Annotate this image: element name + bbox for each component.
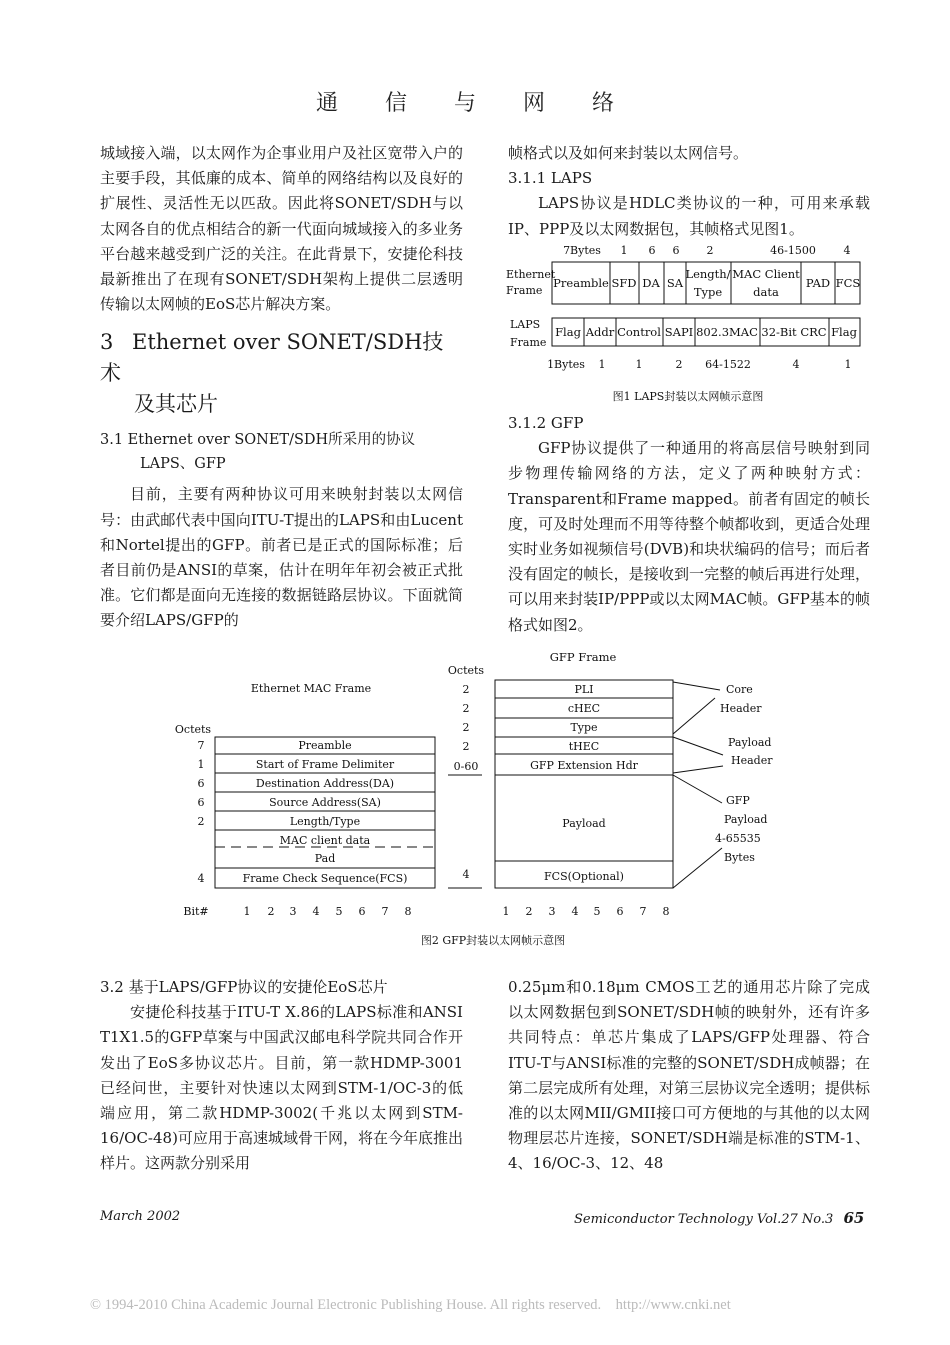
fig1-eth-field: Preamble [553, 276, 609, 290]
fig1-laps-field: Flag [555, 325, 581, 339]
fig1-top-label: 46-1500 [770, 244, 816, 257]
left-paragraph-2: 目前，主要有两种协议可用来映射封装以太网信号：由武邮代表中国向ITU-T提出的LAPS和由Lucent和Nortel提出的GFP。前者已是正式的国际标准；后者目前仍是ANSI的草案，估计在明年年初会被正式批准。它们都是面向无连接的数据链路层协议。下面就简要介绍LAPS/GFP的 [100, 485, 463, 630]
fig2-eth-octet: 1 [197, 758, 205, 771]
section-3-1-1-heading: 3.1.1 LAPS [508, 169, 593, 188]
fig2-eth-octet: 6 [197, 796, 205, 809]
fig1-top-label: 2 [706, 244, 714, 257]
fig2-gfp-payload-line3: 4-65535 [715, 832, 761, 845]
fig1-top-label: 1 [620, 244, 628, 257]
fig1-eth-field: MAC Client [732, 267, 800, 281]
fig1-bottom-label: 64-1522 [705, 358, 751, 371]
left-column-bottom [100, 975, 463, 1177]
section-3-1-title-line1: 3.1 Ethernet over SONET/SDH所采用的协议 [100, 432, 416, 449]
fig1-eth-field: FCS [835, 276, 861, 290]
figure-1-laps-frame [502, 240, 874, 405]
fig2-gfp-field: PLI [574, 683, 594, 696]
fig2-core-header-line1: Core [726, 683, 753, 696]
fig1-eth-field: Length/ [685, 267, 731, 281]
figure-2-gfp-frame [150, 648, 790, 953]
fig2-octets-right-label: Octets [447, 664, 485, 677]
section-3-number: 3 [100, 330, 114, 355]
bottom-right-paragraph: 0.25μm和0.18μm CMOS工艺的通用芯片除了完成以太网数据包到SONET/SDH帧的映射外，还有许多共同特点：单芯片集成了LAPS/GFP处理器、符合ITU-T与ANSI标准的完整的SONET/SDH成帧器；在第二层完成所有处理，对第三层协议完全透明；提供标准的以太网MII/GMII接口可方便地的与其他的以太网物理层芯片连接，SONET/SDH端是标准的STM-1、4、16/OC-3、12、48 [508, 978, 870, 1173]
fig2-eth-field: Preamble [298, 739, 352, 752]
fig2-eth-field: Frame Check Sequence(FCS) [242, 872, 408, 885]
fig2-gfp-payload-line4: Bytes [724, 851, 755, 864]
fig1-eth-field: SA [666, 276, 684, 290]
footer-journal: Semiconductor Technology Vol.27 No.3 [574, 1212, 834, 1227]
fig2-bit-left: 3 [289, 905, 297, 918]
fig1-bottom-label: 1 [635, 358, 643, 371]
fig1-eth-field: DA [642, 276, 660, 290]
fig2-eth-octet: 4 [197, 872, 205, 885]
page-header: 通 信 与 网 络 [316, 91, 634, 116]
fig1-laps-field: Flag [831, 325, 857, 339]
fig1-bottom-label: 1 [844, 358, 852, 371]
fig1-top-label: 4 [843, 244, 851, 257]
fig2-gfp-octet: 2 [462, 740, 470, 753]
fig1-laps-field: 32-Bit CRC [761, 325, 827, 339]
fig1-eth-field: SFD [611, 276, 637, 290]
fig2-core-header-line2: Header [720, 702, 762, 715]
fig2-gfp-payload-line2: Payload [724, 813, 768, 826]
fig2-gfp-field: cHEC [567, 702, 601, 715]
fig1-laps-field: Control [617, 325, 661, 339]
fig2-gfp-title: GFP Frame [549, 650, 617, 664]
fig2-bit-right: 6 [616, 905, 624, 918]
section-3-1-title-line2: LAPS、GFP [140, 456, 226, 473]
fig2-gfp-octet: 2 [462, 683, 470, 696]
bottom-left-paragraph: 安捷伦科技基于ITU-T X.86的LAPS标准和ANSI T1X1.5的GFP草案与中国武汉邮电科学院共同合作开发出了EoS多协议芯片。目前，第一款HDMP-3001已经问世，主要针对快速以太网到STM-1/OC-3的低端应用，第二款HDMP-3002(千兆以太网到STM-16/OC-48)可应用于高速城域骨干网，将在今年底推出样片。这两款分别采用 [100, 1003, 463, 1173]
fig2-eth-field: Destination Address(DA) [255, 777, 395, 790]
fig2-bit-right: 2 [525, 905, 533, 918]
fig2-payload-header-line2: Header [731, 754, 773, 767]
right-paragraph-1: 帧格式以及如何来封装以太网信号。 [508, 144, 749, 162]
fig2-bit-left: 1 [243, 905, 251, 918]
section-3-title-line1: Ethernet over SONET/SDH技术 [100, 330, 444, 386]
left-paragraph-1: 城域接入端，以太网作为企事业用户及社区宽带入户的主要手段，其低廉的成本、简单的网络结构以及良好的扩展性、灵活性无以匹敌。因此将SONET/SDH与以太网各自的优点相结合的新一代面向城域接入的多业务平台越来越受到广泛的关注。在此背景下，安捷伦科技最新推出了在现有SONET/SDH架构上提供二层透明传输以太网帧的EoS芯片解决方案。 [100, 144, 463, 314]
fig1-laps-field: SAPI [664, 325, 694, 339]
fig2-eth-field: MAC client data [279, 834, 371, 847]
fig2-bit-left: 5 [335, 905, 343, 918]
fig2-eth-octet: 2 [197, 815, 205, 828]
fig1-ethernet-label-line1: Ethernet [506, 268, 556, 281]
fig2-eth-octet: 7 [197, 739, 205, 752]
fig1-top-label: 6 [648, 244, 656, 257]
fig2-bit-right: 3 [548, 905, 556, 918]
fig1-top-label: 6 [672, 244, 680, 257]
fig2-eth-field: Source Address(SA) [269, 796, 381, 809]
fig1-bottom-label: 2 [675, 358, 683, 371]
fig2-gfp-octet: 2 [462, 702, 470, 715]
fig1-laps-field: Addr [585, 325, 615, 339]
footer-page-number: 65 [843, 1209, 865, 1227]
fig2-gfp-octet: 0-60 [453, 760, 479, 773]
right-paragraph-3: GFP协议提供了一种通用的将高层信号映射到同步物理传输网络的方法，定义了两种映射方式：Transparent和Frame mapped。前者有固定的帧长度，可及时处理而不用等待整个帧都收到，更适合处理实时业务如视频信号(DVB)和块状编码的信号；而后者没有固定的帧长，是接收到一完整的帧后再进行处理，可以用来封装IP/PPP或以太网MAC帧。GFP基本的帧格式如图2。 [508, 439, 870, 634]
fig2-bit-right: 4 [571, 905, 579, 918]
figure-2-caption: 图2 GFP封装以太网帧示意图 [420, 934, 566, 947]
fig2-bit-label: Bit# [183, 905, 209, 918]
right-column-bottom [508, 975, 870, 1177]
fig2-bit-right: 8 [662, 905, 670, 918]
fig2-eth-field: Start of Frame Delimiter [255, 758, 395, 771]
fig2-gfp-field: Payload [562, 817, 606, 830]
fig1-bottom-label: 1 [598, 358, 606, 371]
right-paragraph-2: LAPS协议是HDLC类协议的一种，可用来承载IP、PPP及以太网数据包，其帧格式见图1。 [508, 194, 870, 238]
fig2-bit-right: 5 [593, 905, 601, 918]
footer-journal-info [574, 1209, 874, 1227]
fig2-bit-left: 7 [381, 905, 389, 918]
right-column-middle [508, 411, 870, 638]
fig2-gfp-octet: 2 [462, 721, 470, 734]
fig2-eth-field: Pad [314, 852, 336, 865]
fig2-gfp-payload-line1: GFP [726, 794, 750, 807]
fig2-bit-right: 7 [639, 905, 647, 918]
figure-1-caption: 图1 LAPS封装以太网帧示意图 [612, 390, 764, 403]
fig1-bottom-label: 4 [792, 358, 800, 371]
fig1-eth-field: data [753, 285, 779, 299]
fig2-gfp-field: Type [570, 721, 598, 734]
footer-date: March 2002 [100, 1209, 181, 1224]
fig2-gfp-field: tHEC [568, 740, 600, 753]
fig1-bottom-label: 1Bytes [547, 358, 585, 371]
fig2-gfp-field: FCS(Optional) [544, 870, 624, 883]
fig2-bit-right: 1 [502, 905, 510, 918]
section-3-2-heading: 3.2 基于LAPS/GFP协议的安捷伦EoS芯片 [100, 978, 388, 996]
fig2-octets-left-label: Octets [174, 723, 212, 736]
fig2-gfp-field: GFP Extension Hdr [530, 759, 638, 772]
fig2-bit-left: 6 [358, 905, 366, 918]
fig1-ethernet-label-line2: Frame [506, 284, 543, 297]
fig1-laps-label-line2: Frame [510, 336, 547, 349]
section-3-1-2-heading: 3.1.2 GFP [508, 414, 584, 432]
left-column [100, 141, 463, 634]
fig1-laps-field: 802.3MAC [696, 325, 758, 339]
fig2-gfp-octet: 4 [462, 868, 470, 881]
section-3-title-line2: 及其芯片 [134, 392, 218, 417]
section-3-1-heading [100, 428, 463, 476]
copyright-notice: © 1994-2010 China Academic Journal Electronic Publishing House. All rights reserved. http://www.cnki.net [90, 1297, 731, 1313]
fig2-eth-octet: 6 [197, 777, 205, 790]
fig2-eth-field: Length/Type [289, 815, 361, 828]
fig2-bit-left: 2 [267, 905, 275, 918]
fig2-bit-left: 8 [404, 905, 412, 918]
right-column-top [508, 141, 870, 242]
fig2-ethernet-title: Ethernet MAC Frame [250, 682, 372, 695]
fig1-eth-field: PAD [805, 276, 831, 290]
fig1-top-label: 7Bytes [563, 244, 601, 257]
fig1-laps-label-line1: LAPS [510, 318, 541, 331]
fig2-bit-left: 4 [312, 905, 320, 918]
fig1-eth-field: Type [693, 285, 723, 299]
fig2-payload-header-line1: Payload [728, 736, 772, 749]
section-3-heading [100, 327, 463, 420]
